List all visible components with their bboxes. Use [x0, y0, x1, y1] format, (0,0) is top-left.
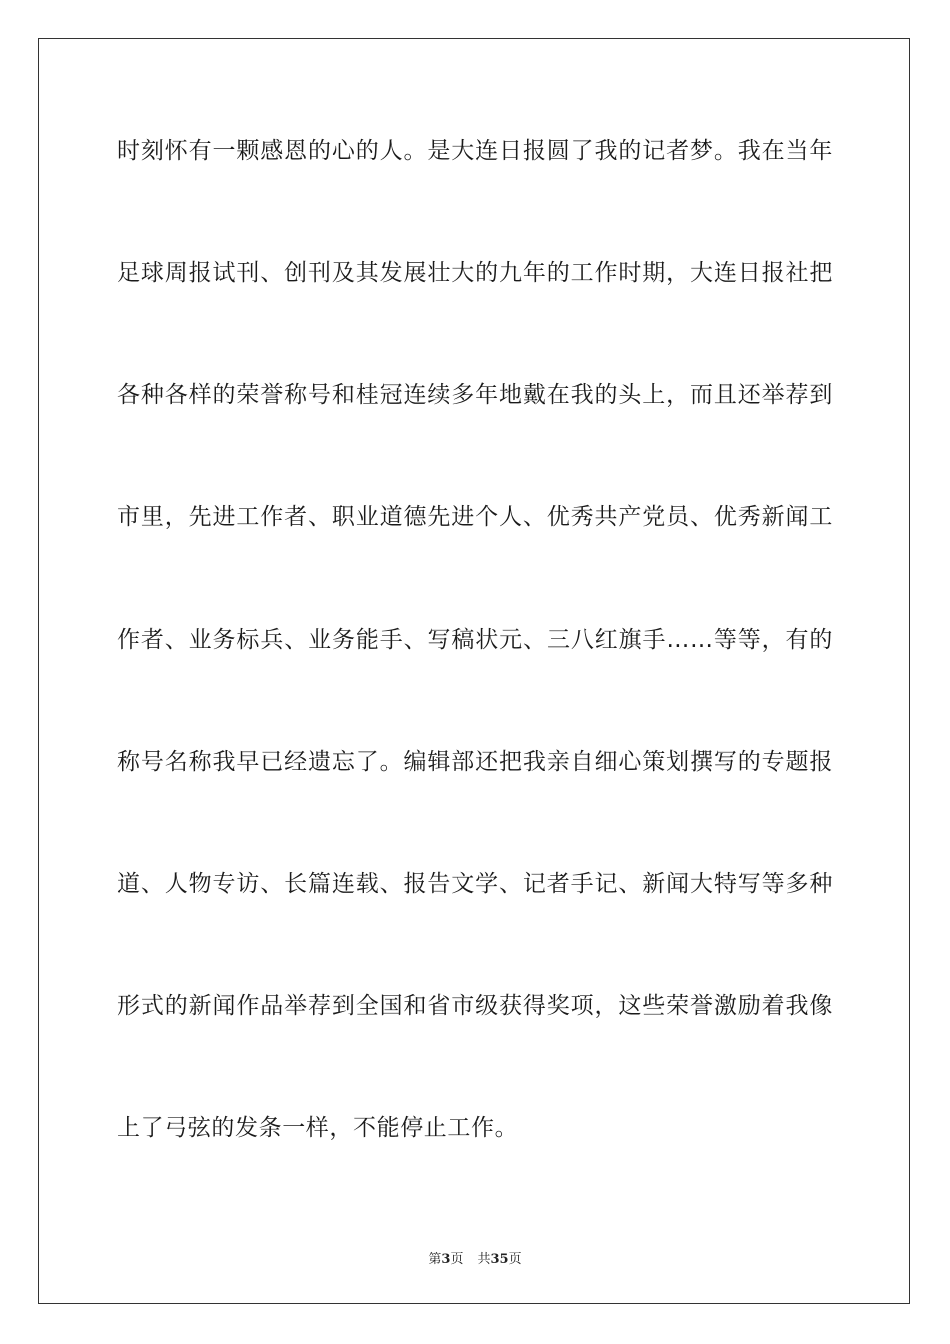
page-number: 3: [441, 1252, 451, 1267]
text-line-2: 足球周报试刊、创刊及其发展壮大的九年的工作时期，大连日报社把: [117, 260, 833, 286]
page-prefix: 第: [428, 1252, 442, 1267]
page-suffix: 页: [450, 1252, 464, 1267]
total-suffix: 页: [508, 1252, 522, 1267]
page-footer: [0, 1248, 950, 1267]
text-line-7: 道、人物专访、长篇连载、报告文学、记者手记、新闻大特写等多种: [117, 871, 833, 897]
text-line-6: 称号名称我早已经遗忘了。编辑部还把我亲自细心策划撰写的专题报: [117, 749, 833, 775]
text-line-3: 各种各样的荣誉称号和桂冠连续多年地戴在我的头上，而且还举荐到: [117, 382, 833, 408]
text-line-8: 形式的新闻作品举荐到全国和省市级获得奖项，这些荣誉激励着我像: [117, 993, 833, 1019]
total-pages: 35: [490, 1252, 509, 1267]
text-line-4: 市里，先进工作者、职业道德先进个人、优秀共产党员、优秀新闻工: [117, 504, 833, 530]
total-prefix: 共: [477, 1252, 491, 1267]
text-line-5: 作者、业务标兵、业务能手、写稿状元、三八红旗手……等等，有的: [117, 627, 833, 653]
text-line-9: 上了弓弦的发条一样，不能停止工作。: [117, 1115, 519, 1141]
text-line-1: 时刻怀有一颗感恩的心的人。是大连日报圆了我的记者梦。我在当年: [117, 138, 833, 164]
